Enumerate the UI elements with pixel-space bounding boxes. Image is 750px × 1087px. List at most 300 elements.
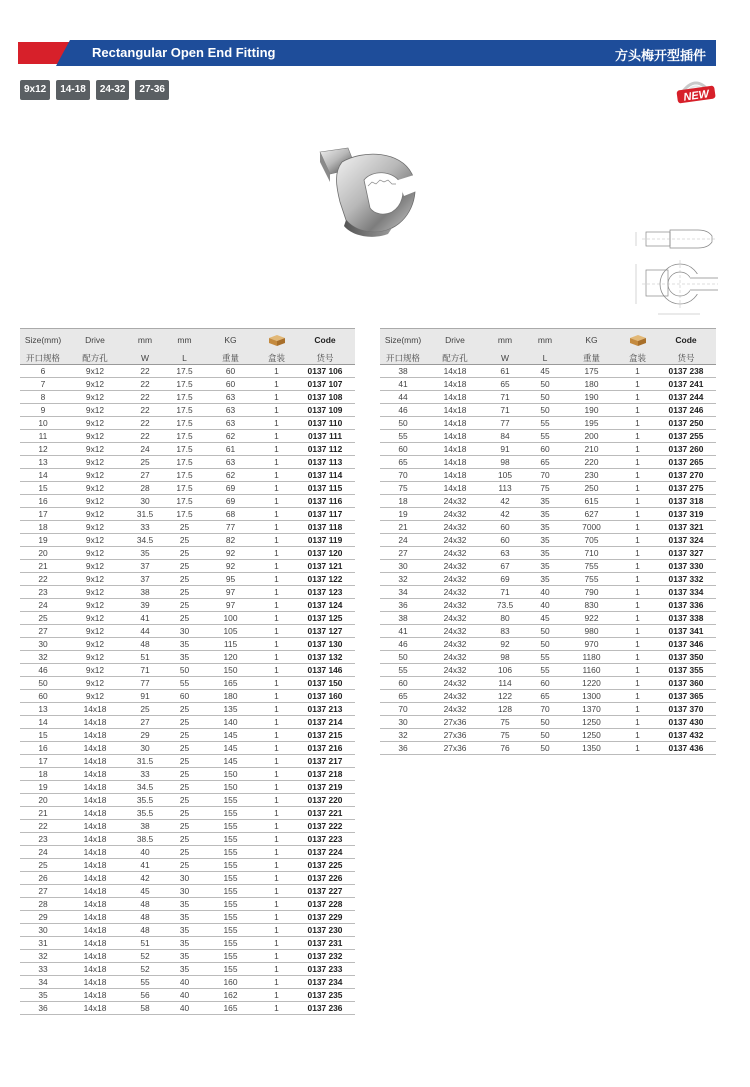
length-cell: 17.5 — [166, 430, 203, 443]
code-cell: 0137 430 — [656, 716, 716, 729]
width-cell: 27 — [124, 716, 166, 729]
code-cell: 0137 112 — [295, 443, 355, 456]
box-qty-cell: 1 — [258, 586, 295, 599]
weight-cell: 1370 — [564, 703, 619, 716]
length-cell: 25 — [166, 742, 203, 755]
table-row — [20, 430, 355, 443]
table-row — [380, 508, 716, 521]
table-body — [380, 365, 716, 755]
box-qty-cell: 1 — [258, 833, 295, 846]
width-cell: 77 — [484, 417, 526, 430]
length-cell: 50 — [526, 404, 564, 417]
size-cell: 15 — [20, 482, 66, 495]
width-cell: 28 — [124, 482, 166, 495]
size-cell: 23 — [20, 586, 66, 599]
drive-cell: 9x12 — [66, 508, 124, 521]
box-qty-cell: 1 — [258, 508, 295, 521]
box-qty-cell: 1 — [619, 612, 656, 625]
weight-cell: 155 — [203, 898, 258, 911]
code-cell: 0137 106 — [295, 365, 355, 378]
table-header-row — [20, 329, 355, 352]
length-cell: 17.5 — [166, 391, 203, 404]
size-cell: 30 — [380, 716, 426, 729]
length-cell: 25 — [166, 573, 203, 586]
table-row — [20, 976, 355, 989]
size-cell: 32 — [20, 651, 66, 664]
subheader-size: 开口规格 — [20, 351, 66, 365]
box-qty-cell: 1 — [619, 443, 656, 456]
box-qty-cell: 1 — [619, 560, 656, 573]
weight-cell: 220 — [564, 456, 619, 469]
table-row — [20, 703, 355, 716]
drive-cell: 14x18 — [66, 846, 124, 859]
code-cell: 0137 334 — [656, 586, 716, 599]
drive-cell: 9x12 — [66, 560, 124, 573]
width-cell: 33 — [124, 521, 166, 534]
weight-cell: 68 — [203, 508, 258, 521]
drive-cell: 9x12 — [66, 638, 124, 651]
weight-cell: 922 — [564, 612, 619, 625]
width-cell: 29 — [124, 729, 166, 742]
length-cell: 25 — [166, 547, 203, 560]
size-cell: 70 — [380, 703, 426, 716]
length-cell: 55 — [166, 677, 203, 690]
subheader-drive: 配方孔 — [426, 351, 484, 365]
code-cell: 0137 116 — [295, 495, 355, 508]
box-qty-cell: 1 — [258, 937, 295, 950]
width-cell: 71 — [484, 404, 526, 417]
code-cell: 0137 341 — [656, 625, 716, 638]
box-qty-cell: 1 — [619, 729, 656, 742]
box-qty-cell: 1 — [258, 534, 295, 547]
code-cell: 0137 107 — [295, 378, 355, 391]
technical-drawing — [628, 222, 720, 320]
size-cell: 55 — [380, 664, 426, 677]
size-cell: 32 — [380, 573, 426, 586]
table-row — [380, 456, 716, 469]
weight-cell: 165 — [203, 677, 258, 690]
weight-cell: 92 — [203, 560, 258, 573]
table-row — [20, 638, 355, 651]
subheader-w: W — [124, 351, 166, 365]
code-cell: 0137 241 — [656, 378, 716, 391]
size-cell: 46 — [380, 638, 426, 651]
table-row — [20, 885, 355, 898]
weight-cell: 155 — [203, 950, 258, 963]
box-qty-cell: 1 — [619, 365, 656, 378]
drive-cell: 9x12 — [66, 651, 124, 664]
length-cell: 40 — [166, 1002, 203, 1015]
size-cell: 46 — [20, 664, 66, 677]
length-cell: 45 — [526, 612, 564, 625]
subheader-l: L — [526, 351, 564, 365]
box-qty-cell: 1 — [619, 456, 656, 469]
table-row — [380, 638, 716, 651]
size-cell: 25 — [20, 859, 66, 872]
size-cell: 70 — [380, 469, 426, 482]
code-cell: 0137 122 — [295, 573, 355, 586]
size-cell: 41 — [380, 625, 426, 638]
width-cell: 128 — [484, 703, 526, 716]
table-row — [380, 469, 716, 482]
code-cell: 0137 232 — [295, 950, 355, 963]
width-cell: 42 — [124, 872, 166, 885]
code-cell: 0137 217 — [295, 755, 355, 768]
subheader-size: 开口规格 — [380, 351, 426, 365]
box-qty-cell: 1 — [619, 690, 656, 703]
drive-cell: 24x32 — [426, 651, 484, 664]
length-cell: 50 — [526, 716, 564, 729]
size-cell: 60 — [380, 677, 426, 690]
width-cell: 45 — [124, 885, 166, 898]
code-cell: 0137 360 — [656, 677, 716, 690]
box-qty-cell: 1 — [258, 820, 295, 833]
drive-cell: 24x32 — [426, 703, 484, 716]
drive-cell: 24x32 — [426, 690, 484, 703]
drive-cell: 24x32 — [426, 521, 484, 534]
box-qty-cell: 1 — [258, 924, 295, 937]
table-row — [20, 573, 355, 586]
length-cell: 50 — [526, 625, 564, 638]
length-cell: 50 — [526, 638, 564, 651]
box-qty-cell: 1 — [619, 521, 656, 534]
length-cell: 30 — [166, 872, 203, 885]
width-cell: 83 — [484, 625, 526, 638]
drive-cell: 14x18 — [66, 924, 124, 937]
size-tag: 27-36 — [135, 80, 169, 100]
length-cell: 17.5 — [166, 495, 203, 508]
spec-table-left — [20, 328, 355, 1015]
length-cell: 25 — [166, 716, 203, 729]
length-cell: 45 — [526, 365, 564, 378]
table-row — [20, 755, 355, 768]
product-image — [300, 140, 440, 240]
weight-cell: 155 — [203, 820, 258, 833]
box-qty-cell: 1 — [258, 638, 295, 651]
box-qty-cell: 1 — [258, 482, 295, 495]
box-qty-cell: 1 — [258, 612, 295, 625]
code-cell: 0137 130 — [295, 638, 355, 651]
width-cell: 65 — [484, 378, 526, 391]
length-cell: 17.5 — [166, 508, 203, 521]
length-cell: 55 — [526, 417, 564, 430]
box-qty-cell: 1 — [258, 963, 295, 976]
weight-cell: 120 — [203, 651, 258, 664]
length-cell: 60 — [526, 677, 564, 690]
width-cell: 30 — [124, 742, 166, 755]
drive-cell: 9x12 — [66, 586, 124, 599]
table-row — [20, 586, 355, 599]
box-qty-cell: 1 — [619, 625, 656, 638]
code-cell: 0137 332 — [656, 573, 716, 586]
length-cell: 50 — [526, 391, 564, 404]
width-cell: 91 — [484, 443, 526, 456]
drive-cell: 24x32 — [426, 677, 484, 690]
size-cell: 19 — [20, 534, 66, 547]
drive-cell: 9x12 — [66, 599, 124, 612]
length-cell: 25 — [166, 794, 203, 807]
weight-cell: 135 — [203, 703, 258, 716]
code-cell: 0137 120 — [295, 547, 355, 560]
table-row — [380, 703, 716, 716]
new-badge-icon — [675, 74, 717, 104]
width-cell: 98 — [484, 456, 526, 469]
code-cell: 0137 109 — [295, 404, 355, 417]
weight-cell: 145 — [203, 742, 258, 755]
size-cell: 44 — [380, 391, 426, 404]
box-qty-cell: 1 — [258, 651, 295, 664]
subheader-box: 盒装 — [619, 351, 656, 365]
table-row — [380, 742, 716, 755]
drive-cell: 14x18 — [426, 443, 484, 456]
table-row — [20, 911, 355, 924]
code-cell: 0137 115 — [295, 482, 355, 495]
length-cell: 35 — [526, 547, 564, 560]
drive-cell: 9x12 — [66, 417, 124, 430]
table-row — [20, 833, 355, 846]
box-qty-cell: 1 — [258, 547, 295, 560]
size-cell: 35 — [20, 989, 66, 1002]
weight-cell: 755 — [564, 573, 619, 586]
size-cell: 18 — [20, 768, 66, 781]
code-cell: 0137 250 — [656, 417, 716, 430]
drive-cell: 14x18 — [66, 911, 124, 924]
length-cell: 35 — [166, 911, 203, 924]
code-cell: 0137 227 — [295, 885, 355, 898]
box-qty-cell: 1 — [258, 560, 295, 573]
new-badge-text: NEW — [682, 88, 710, 104]
table-subheader-row — [380, 351, 716, 365]
length-cell: 40 — [166, 976, 203, 989]
table-row — [380, 599, 716, 612]
table-header-row — [380, 329, 716, 352]
subheader-w: W — [484, 351, 526, 365]
width-cell: 51 — [124, 937, 166, 950]
size-cell: 50 — [380, 417, 426, 430]
drive-cell: 24x32 — [426, 586, 484, 599]
width-cell: 35.5 — [124, 807, 166, 820]
width-cell: 42 — [484, 508, 526, 521]
box-qty-cell: 1 — [258, 599, 295, 612]
code-cell: 0137 132 — [295, 651, 355, 664]
table-row — [20, 456, 355, 469]
width-cell: 39 — [124, 599, 166, 612]
width-cell: 67 — [484, 560, 526, 573]
code-cell: 0137 436 — [656, 742, 716, 755]
length-cell: 65 — [526, 456, 564, 469]
size-tag: 9x12 — [20, 80, 50, 100]
table-row — [20, 846, 355, 859]
width-cell: 84 — [484, 430, 526, 443]
size-cell: 19 — [20, 781, 66, 794]
code-cell: 0137 223 — [295, 833, 355, 846]
header-drive: Drive — [426, 329, 484, 352]
subheader-code: 货号 — [295, 351, 355, 365]
width-cell: 77 — [124, 677, 166, 690]
weight-cell: 230 — [564, 469, 619, 482]
size-cell: 34 — [380, 586, 426, 599]
box-qty-cell: 1 — [258, 495, 295, 508]
table-row — [20, 391, 355, 404]
drive-cell: 9x12 — [66, 521, 124, 534]
code-cell: 0137 225 — [295, 859, 355, 872]
size-cell: 6 — [20, 365, 66, 378]
size-cell: 7 — [20, 378, 66, 391]
drive-cell: 14x18 — [66, 898, 124, 911]
width-cell: 22 — [124, 365, 166, 378]
subheader-weight: 重量 — [203, 351, 258, 365]
table-row — [380, 612, 716, 625]
box-qty-cell: 1 — [619, 599, 656, 612]
width-cell: 60 — [484, 521, 526, 534]
length-cell: 35 — [526, 495, 564, 508]
width-cell: 73.5 — [484, 599, 526, 612]
box-qty-cell: 1 — [258, 469, 295, 482]
box-qty-cell: 1 — [258, 716, 295, 729]
box-qty-cell: 1 — [619, 586, 656, 599]
drive-cell: 14x18 — [66, 703, 124, 716]
code-cell: 0137 214 — [295, 716, 355, 729]
drive-cell: 24x32 — [426, 560, 484, 573]
weight-cell: 155 — [203, 859, 258, 872]
weight-cell: 155 — [203, 911, 258, 924]
drive-cell: 9x12 — [66, 690, 124, 703]
table-row — [20, 807, 355, 820]
box-qty-cell: 1 — [258, 950, 295, 963]
table-row — [20, 1002, 355, 1015]
box-qty-cell: 1 — [258, 417, 295, 430]
width-cell: 42 — [484, 495, 526, 508]
table-row — [380, 495, 716, 508]
table-row — [380, 586, 716, 599]
table-row — [20, 820, 355, 833]
drive-cell: 9x12 — [66, 365, 124, 378]
size-cell: 23 — [20, 833, 66, 846]
code-cell: 0137 319 — [656, 508, 716, 521]
size-cell: 24 — [380, 534, 426, 547]
box-qty-cell: 1 — [619, 469, 656, 482]
width-cell: 55 — [124, 976, 166, 989]
weight-cell: 62 — [203, 430, 258, 443]
weight-cell: 150 — [203, 768, 258, 781]
width-cell: 37 — [124, 573, 166, 586]
table-row — [20, 872, 355, 885]
table-row — [20, 560, 355, 573]
size-cell: 38 — [380, 612, 426, 625]
box-qty-cell: 1 — [258, 846, 295, 859]
table-row — [20, 404, 355, 417]
width-cell: 25 — [124, 456, 166, 469]
table-row — [20, 417, 355, 430]
width-cell: 34.5 — [124, 781, 166, 794]
size-cell: 30 — [380, 560, 426, 573]
size-cell: 60 — [380, 443, 426, 456]
code-cell: 0137 118 — [295, 521, 355, 534]
length-cell: 25 — [166, 833, 203, 846]
length-cell: 25 — [166, 755, 203, 768]
code-cell: 0137 231 — [295, 937, 355, 950]
code-cell: 0137 110 — [295, 417, 355, 430]
size-cell: 8 — [20, 391, 66, 404]
box-qty-cell: 1 — [258, 664, 295, 677]
table-row — [380, 404, 716, 417]
size-cell: 31 — [20, 937, 66, 950]
weight-cell: 830 — [564, 599, 619, 612]
drive-cell: 14x18 — [66, 820, 124, 833]
size-cell: 36 — [380, 742, 426, 755]
size-cell: 25 — [20, 612, 66, 625]
size-cell: 21 — [380, 521, 426, 534]
table-row — [20, 898, 355, 911]
drive-cell: 9x12 — [66, 482, 124, 495]
box-qty-cell: 1 — [619, 703, 656, 716]
length-cell: 65 — [526, 690, 564, 703]
header-banner — [0, 40, 750, 66]
width-cell: 22 — [124, 378, 166, 391]
header-w-unit: mm — [484, 329, 526, 352]
drive-cell: 14x18 — [66, 768, 124, 781]
box-qty-cell: 1 — [258, 430, 295, 443]
header-w-unit: mm — [124, 329, 166, 352]
length-cell: 17.5 — [166, 404, 203, 417]
code-cell: 0137 121 — [295, 560, 355, 573]
length-cell: 25 — [166, 781, 203, 794]
length-cell: 25 — [166, 846, 203, 859]
size-cell: 16 — [20, 742, 66, 755]
table-row — [380, 430, 716, 443]
code-cell: 0137 219 — [295, 781, 355, 794]
weight-cell: 200 — [564, 430, 619, 443]
table-row — [20, 625, 355, 638]
table-row — [380, 729, 716, 742]
length-cell: 25 — [166, 703, 203, 716]
weight-cell: 1250 — [564, 716, 619, 729]
table-row — [380, 378, 716, 391]
width-cell: 38 — [124, 820, 166, 833]
box-qty-cell: 1 — [258, 989, 295, 1002]
width-cell: 63 — [484, 547, 526, 560]
box-qty-cell: 1 — [258, 404, 295, 417]
table-row — [20, 664, 355, 677]
box-qty-cell: 1 — [619, 482, 656, 495]
weight-cell: 97 — [203, 586, 258, 599]
subheader-weight: 重量 — [564, 351, 619, 365]
weight-cell: 155 — [203, 807, 258, 820]
code-cell: 0137 338 — [656, 612, 716, 625]
drive-cell: 14x18 — [66, 1002, 124, 1015]
drive-cell: 9x12 — [66, 456, 124, 469]
table-row — [20, 365, 355, 378]
size-cell: 41 — [380, 378, 426, 391]
size-cell: 50 — [380, 651, 426, 664]
code-cell: 0137 119 — [295, 534, 355, 547]
box-qty-cell: 1 — [258, 872, 295, 885]
table-row — [20, 859, 355, 872]
page-title-cn: 方头梅开型插件 — [614, 48, 706, 63]
table-row — [20, 599, 355, 612]
table-row — [380, 417, 716, 430]
size-cell: 10 — [20, 417, 66, 430]
width-cell: 41 — [124, 859, 166, 872]
code-cell: 0137 355 — [656, 664, 716, 677]
width-cell: 33 — [124, 768, 166, 781]
size-cell: 12 — [20, 443, 66, 456]
table-row — [380, 547, 716, 560]
width-cell: 58 — [124, 1002, 166, 1015]
subheader-l: L — [166, 351, 203, 365]
code-cell: 0137 270 — [656, 469, 716, 482]
size-cell: 28 — [20, 898, 66, 911]
